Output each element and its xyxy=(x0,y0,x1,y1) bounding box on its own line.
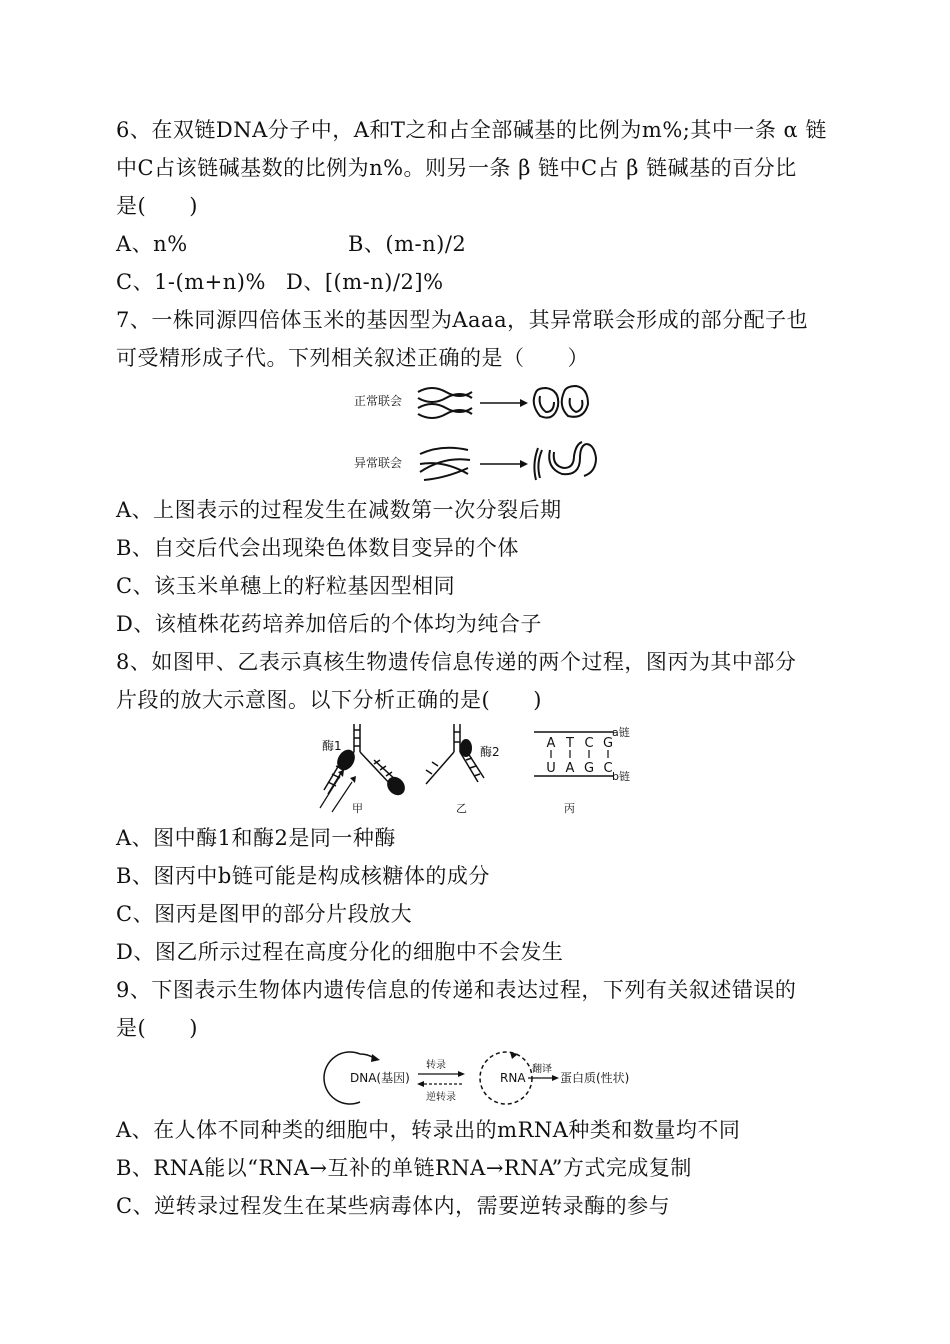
panel-yi xyxy=(426,724,500,815)
top-base-3: C xyxy=(584,736,594,751)
bottom-base-2: A xyxy=(565,761,575,776)
panel-jia-label: 甲 xyxy=(352,802,363,815)
dna-gene-label: DNA(基因) xyxy=(350,1071,410,1085)
q7-option-d: D、该植株花药培养加倍后的个体均为纯合子 xyxy=(116,612,542,636)
top-base-4: G xyxy=(602,736,614,751)
q9-option-c: C、逆转录过程发生在某些病毒体内，需要逆转录酶的参与 xyxy=(116,1194,671,1218)
translation-label: 翻译 xyxy=(532,1064,552,1075)
q8-option-a: A、图中酶1和酶2是同一种酶 xyxy=(116,826,396,850)
synapsis-figure xyxy=(350,378,610,490)
abnormal-synapsis-chromosomes xyxy=(420,448,470,480)
q6-stem-line3: 是( ) xyxy=(116,194,198,218)
panel-bing-label: 丙 xyxy=(564,802,575,815)
abnormal-synapsis-label: 异常联会 xyxy=(354,456,403,470)
bottom-base-4: C xyxy=(603,761,613,776)
q7-stem-line2: 可受精形成子代。下列相关叙述正确的是（ ） xyxy=(116,346,589,370)
q6-option-b: B、(m-n)/2 xyxy=(348,232,467,256)
b-chain-label: b链 xyxy=(612,770,630,783)
q8-stem-line1: 8、如图甲、乙表示真核生物遗传信息传递的两个过程，图丙为其中部分 xyxy=(116,650,797,674)
abnormal-trivalent-univalent xyxy=(534,442,596,480)
q8-stem-line2: 片段的放大示意图。以下分析正确的是( ) xyxy=(116,688,542,712)
q9-option-b: B、RNA能以“RNA→互补的单链RNA→RNA”方式完成复制 xyxy=(116,1156,692,1180)
enzyme1b-blob xyxy=(383,773,408,799)
q9-stem-line1: 9、下图表示生物体内遗传信息的传递和表达过程，下列有关叙述错误的 xyxy=(116,978,797,1002)
protein-trait-label: 蛋白质(性状) xyxy=(560,1071,630,1085)
panel-yi-label: 乙 xyxy=(456,802,467,815)
q8-option-c: C、图丙是图甲的部分片段放大 xyxy=(116,902,413,926)
q6-stem-line2: 中C占该链碱基数的比例为n%。则另一条 β 链中C占 β 链碱基的百分比 xyxy=(116,156,797,180)
bottom-base-1: U xyxy=(546,761,556,776)
reverse-transcription-label: 逆转录 xyxy=(426,1092,456,1103)
top-base-2: T xyxy=(566,736,574,751)
abnormal-arrow xyxy=(480,460,528,468)
q8-option-b: B、图丙中b链可能是构成核糖体的成分 xyxy=(116,864,490,888)
normal-bivalent-rings xyxy=(534,386,588,418)
q6-option-a: A、n% xyxy=(116,232,188,256)
transcription-label: 转录 xyxy=(426,1060,446,1071)
a-chain-label: a链 xyxy=(612,726,630,739)
q8-option-d: D、图乙所示过程在高度分化的细胞中不会发生 xyxy=(116,940,564,964)
normal-arrow xyxy=(480,399,528,407)
panel-jia xyxy=(320,724,409,815)
q6-option-d: D、[(m-n)/2]% xyxy=(286,270,444,294)
replication-transcription-figure xyxy=(318,720,638,816)
top-base-1: A xyxy=(546,736,556,751)
panel-bing xyxy=(534,725,630,815)
normal-synapsis-label: 正常联会 xyxy=(354,394,403,408)
q6-option-c: C、1-(m+n)% xyxy=(116,270,266,294)
q9-stem-line2: 是( ) xyxy=(116,1016,198,1040)
q7-option-b: B、自交后代会出现染色体数目变异的个体 xyxy=(116,536,519,560)
q7-option-a: A、上图表示的过程发生在减数第一次分裂后期 xyxy=(116,498,562,522)
bottom-base-3: G xyxy=(583,761,595,776)
q6-stem-line1: 6、在双链DNA分子中，A和T之和占全部碱基的比例为m%;其中一条 α 链 xyxy=(116,118,827,142)
enzyme1-label: 酶1 xyxy=(322,739,342,753)
q7-stem-line1: 7、一株同源四倍体玉米的基因型为Aaaa，其异常联会形成的部分配子也 xyxy=(116,308,809,332)
q9-option-a: A、在人体不同种类的细胞中，转录出的mRNA种类和数量均不同 xyxy=(116,1118,741,1142)
normal-synapsis-chromosomes xyxy=(418,388,472,418)
q7-option-c: C、该玉米单穗上的籽粒基因型相同 xyxy=(116,574,456,598)
enzyme2-label: 酶2 xyxy=(480,745,500,759)
central-dogma-figure xyxy=(316,1048,636,1108)
rna-label: RNA xyxy=(500,1071,526,1085)
enzyme2-blob xyxy=(460,739,472,757)
